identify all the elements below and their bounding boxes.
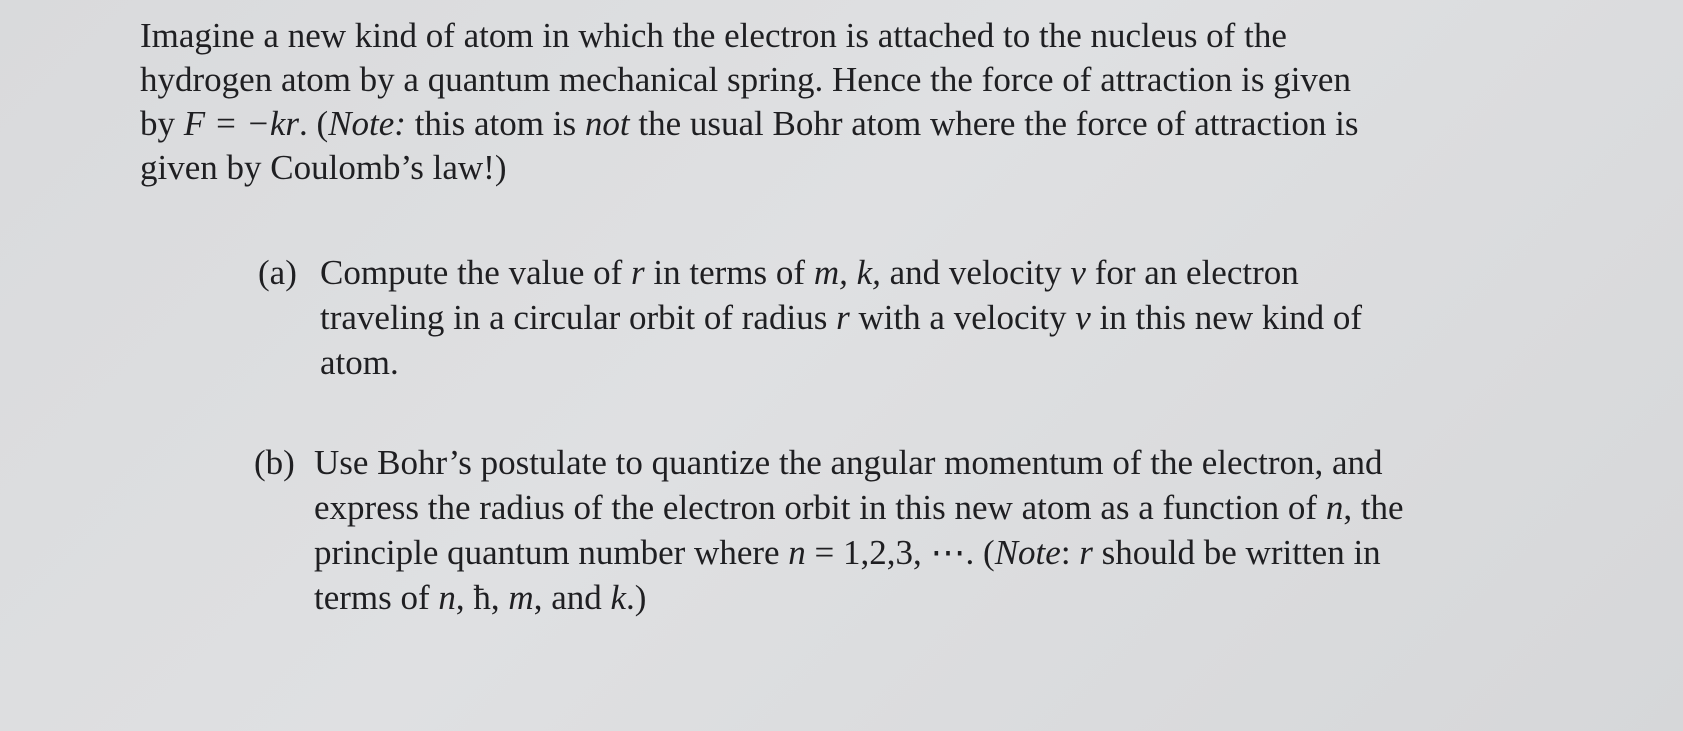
intro-text: . ( <box>299 104 329 143</box>
var-n: n <box>438 578 456 617</box>
part-a-text: in terms of <box>644 253 814 292</box>
var-v: v <box>1070 253 1086 292</box>
intro-line-1: Imagine a new kind of atom in which the electron is attached to the nucleus of the <box>140 16 1287 55</box>
var-m-k: m, k, <box>813 253 881 292</box>
intro-line-4: given by Coulomb’s law!) <box>140 148 507 187</box>
problem-intro <box>140 14 1640 190</box>
part-b-text: , and <box>533 578 611 617</box>
part-a-text: with a velocity <box>849 298 1076 337</box>
intro-line-2: hydrogen atom by a quantum mechanical spring. Hence the force of attraction is given <box>140 60 1351 99</box>
part-b-line-3 <box>314 530 1404 575</box>
part-a-text: and velocity <box>880 253 1071 292</box>
part-a-label: (a) <box>258 253 297 292</box>
force-equation: F = −kr <box>183 104 300 143</box>
part-b-text: should be written in <box>1092 533 1381 572</box>
var-r: r <box>631 253 645 292</box>
part-a-text: traveling in a circular orbit of radius <box>320 298 837 337</box>
part-a-text: in this new kind of <box>1090 298 1362 337</box>
part-b-text: , ħ, <box>455 578 509 617</box>
part-b-text: terms of <box>314 578 439 617</box>
note-label: Note <box>994 533 1061 572</box>
part-b-line-1: Use Bohr’s postulate to quantize the angular momentum of the electron, and <box>314 443 1383 482</box>
part-b-text: .) <box>626 578 647 617</box>
intro-line-3 <box>140 102 1640 146</box>
part-a-line-2 <box>320 295 1362 340</box>
var-n: n <box>1325 488 1344 527</box>
intro-text: this atom is <box>405 104 585 143</box>
var-r: r <box>1079 533 1093 572</box>
part-b-line-2 <box>314 485 1404 530</box>
part-a-text: Compute the value of <box>320 253 632 292</box>
part-b-line-4 <box>314 575 1404 620</box>
part-a-line-3: atom. <box>320 343 399 382</box>
var-k: k <box>610 578 627 617</box>
note-label: Note: <box>328 104 406 143</box>
part-b-label: (b) <box>254 443 295 482</box>
part-b-text: ( <box>974 533 995 572</box>
var-v: v <box>1075 298 1091 337</box>
part-a-line-1 <box>320 250 1362 295</box>
part-b-text: : <box>1060 533 1080 572</box>
var-r: r <box>836 298 850 337</box>
part-b-text: , the <box>1343 488 1404 527</box>
emphasis-not: not <box>584 104 630 143</box>
part-b-text: express the radius of the electron orbit in this new atom as a function of <box>314 488 1326 527</box>
quantum-number-equation: = 1,2,3, ⋯. <box>805 533 975 572</box>
part-a-body <box>320 250 1362 385</box>
var-m: m <box>508 578 534 617</box>
intro-text: the usual Bohr atom where the force of attraction is <box>629 104 1359 143</box>
part-b-body <box>314 440 1404 620</box>
part-a-text: for an electron <box>1085 253 1299 292</box>
var-n: n <box>788 533 806 572</box>
intro-text: by <box>140 104 184 143</box>
part-b-text: principle quantum number where <box>314 533 789 572</box>
